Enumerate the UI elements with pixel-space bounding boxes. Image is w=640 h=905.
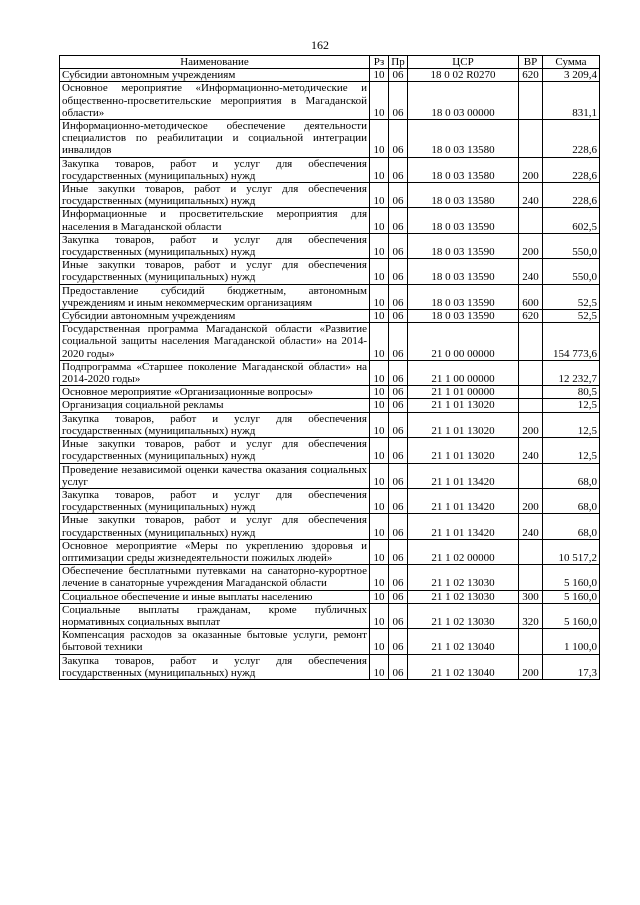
- cell-rz: 10: [370, 565, 389, 590]
- cell-name: Подпрограмма «Старшее поколение Магаданской области» на 2014-2020 годы»: [60, 360, 370, 385]
- column-header-name: Наименование: [60, 56, 370, 69]
- cell-vr: [519, 360, 543, 385]
- cell-pr: 06: [389, 514, 408, 539]
- cell-name: Основное мероприятие «Организационные вопросы»: [60, 386, 370, 399]
- table-row: [60, 438, 600, 463]
- cell-sum: 550,0: [543, 259, 600, 284]
- table-row: [60, 463, 600, 488]
- cell-pr: 06: [389, 603, 408, 628]
- cell-pr: 06: [389, 360, 408, 385]
- cell-csr: 18 0 02 R0270: [408, 69, 519, 82]
- column-header-sum: Сумма: [543, 56, 600, 69]
- cell-vr: [519, 539, 543, 564]
- cell-pr: 06: [389, 82, 408, 120]
- table-row: [60, 654, 600, 679]
- table-row: [60, 565, 600, 590]
- cell-name: Информационные и просветительские мероприятия для населения в Магаданской области: [60, 208, 370, 233]
- table-row: [60, 603, 600, 628]
- cell-name: Основное мероприятие «Меры по укреплению здоровья и оптимизации среды жизнедеятельности пожилых людей»: [60, 539, 370, 564]
- table-row: [60, 120, 600, 158]
- cell-sum: 10 517,2: [543, 539, 600, 564]
- cell-sum: 1 100,0: [543, 629, 600, 654]
- cell-csr: 21 1 02 00000: [408, 539, 519, 564]
- cell-pr: 06: [389, 120, 408, 158]
- cell-name: Закупка товаров, работ и услуг для обеспечения государственных (муниципальных) нужд: [60, 488, 370, 513]
- cell-csr: 21 0 00 00000: [408, 323, 519, 361]
- table-row: [60, 399, 600, 412]
- cell-sum: 3 209,4: [543, 69, 600, 82]
- cell-rz: 10: [370, 488, 389, 513]
- cell-name: Закупка товаров, работ и услуг для обеспечения государственных (муниципальных) нужд: [60, 157, 370, 182]
- cell-sum: 5 160,0: [543, 590, 600, 603]
- cell-rz: 10: [370, 310, 389, 323]
- table-row: [60, 208, 600, 233]
- cell-vr: 200: [519, 412, 543, 437]
- cell-name: Проведение независимой оценки качества оказания социальных услуг: [60, 463, 370, 488]
- cell-csr: 21 1 00 00000: [408, 360, 519, 385]
- cell-name: Иные закупки товаров, работ и услуг для обеспечения государственных (муниципальных) нужд: [60, 183, 370, 208]
- cell-sum: 602,5: [543, 208, 600, 233]
- cell-rz: 10: [370, 284, 389, 309]
- cell-pr: 06: [389, 208, 408, 233]
- table-row: [60, 284, 600, 309]
- cell-vr: 600: [519, 284, 543, 309]
- table-row: [60, 360, 600, 385]
- cell-sum: 550,0: [543, 233, 600, 258]
- cell-sum: 68,0: [543, 514, 600, 539]
- cell-rz: 10: [370, 386, 389, 399]
- cell-csr: 18 0 03 13590: [408, 208, 519, 233]
- cell-rz: 10: [370, 629, 389, 654]
- table-row: [60, 386, 600, 399]
- table-row: [60, 514, 600, 539]
- cell-pr: 06: [389, 629, 408, 654]
- cell-vr: 300: [519, 590, 543, 603]
- cell-sum: 80,5: [543, 386, 600, 399]
- cell-vr: 200: [519, 488, 543, 513]
- cell-name: Обеспечение бесплатными путевками на санаторно-курортное лечение в санаторные учреждения Магаданской области: [60, 565, 370, 590]
- table-row: [60, 590, 600, 603]
- cell-vr: 240: [519, 514, 543, 539]
- cell-name: Закупка товаров, работ и услуг для обеспечения государственных (муниципальных) нужд: [60, 233, 370, 258]
- cell-name: Социальные выплаты гражданам, кроме публичных нормативных социальных выплат: [60, 603, 370, 628]
- cell-name: Иные закупки товаров, работ и услуг для обеспечения государственных (муниципальных) нужд: [60, 514, 370, 539]
- cell-csr: 18 0 03 13590: [408, 259, 519, 284]
- cell-rz: 10: [370, 654, 389, 679]
- cell-rz: 10: [370, 233, 389, 258]
- cell-pr: 06: [389, 183, 408, 208]
- cell-pr: 06: [389, 654, 408, 679]
- cell-vr: 240: [519, 259, 543, 284]
- cell-sum: 154 773,6: [543, 323, 600, 361]
- column-header-vr: ВР: [519, 56, 543, 69]
- cell-vr: [519, 323, 543, 361]
- table-row: [60, 69, 600, 82]
- table-row: [60, 323, 600, 361]
- cell-pr: 06: [389, 565, 408, 590]
- cell-sum: 52,5: [543, 284, 600, 309]
- cell-rz: 10: [370, 82, 389, 120]
- cell-pr: 06: [389, 259, 408, 284]
- cell-name: Социальное обеспечение и иные выплаты населению: [60, 590, 370, 603]
- cell-rz: 10: [370, 590, 389, 603]
- cell-csr: 18 0 03 13590: [408, 233, 519, 258]
- cell-csr: 21 1 01 13420: [408, 463, 519, 488]
- cell-csr: 21 1 01 00000: [408, 386, 519, 399]
- cell-sum: 228,6: [543, 120, 600, 158]
- cell-vr: 320: [519, 603, 543, 628]
- table-row: [60, 629, 600, 654]
- cell-name: Государственная программа Магаданской области «Развитие социальной защиты населения Магаданской области» на 2014-2020 годы»: [60, 323, 370, 361]
- cell-name: Субсидии автономным учреждениям: [60, 310, 370, 323]
- cell-csr: 21 1 01 13420: [408, 514, 519, 539]
- cell-name: Закупка товаров, работ и услуг для обеспечения государственных (муниципальных) нужд: [60, 654, 370, 679]
- table-row: [60, 412, 600, 437]
- cell-vr: [519, 463, 543, 488]
- cell-rz: 10: [370, 323, 389, 361]
- cell-pr: 06: [389, 399, 408, 412]
- cell-rz: 10: [370, 463, 389, 488]
- cell-rz: 10: [370, 157, 389, 182]
- cell-vr: [519, 386, 543, 399]
- cell-rz: 10: [370, 360, 389, 385]
- cell-rz: 10: [370, 69, 389, 82]
- cell-vr: [519, 82, 543, 120]
- cell-csr: 21 1 02 13030: [408, 603, 519, 628]
- cell-csr: 18 0 03 13590: [408, 310, 519, 323]
- cell-sum: 12,5: [543, 412, 600, 437]
- table-body: [60, 69, 600, 680]
- cell-pr: 06: [389, 539, 408, 564]
- cell-sum: 68,0: [543, 463, 600, 488]
- cell-name: Организация социальной рекламы: [60, 399, 370, 412]
- cell-csr: 18 0 03 13580: [408, 157, 519, 182]
- cell-name: Иные закупки товаров, работ и услуг для обеспечения государственных (муниципальных) нужд: [60, 438, 370, 463]
- table-row: [60, 488, 600, 513]
- cell-vr: [519, 120, 543, 158]
- cell-rz: 10: [370, 259, 389, 284]
- cell-name: Субсидии автономным учреждениям: [60, 69, 370, 82]
- cell-sum: 831,1: [543, 82, 600, 120]
- cell-csr: 18 0 03 00000: [408, 82, 519, 120]
- cell-pr: 06: [389, 323, 408, 361]
- cell-vr: [519, 399, 543, 412]
- cell-csr: 21 1 01 13020: [408, 399, 519, 412]
- cell-pr: 06: [389, 463, 408, 488]
- cell-pr: 06: [389, 157, 408, 182]
- cell-vr: [519, 208, 543, 233]
- cell-name: Закупка товаров, работ и услуг для обеспечения государственных (муниципальных) нужд: [60, 412, 370, 437]
- cell-csr: 18 0 03 13590: [408, 284, 519, 309]
- cell-vr: 200: [519, 157, 543, 182]
- cell-sum: 5 160,0: [543, 565, 600, 590]
- cell-pr: 06: [389, 590, 408, 603]
- cell-sum: 12,5: [543, 399, 600, 412]
- cell-sum: 52,5: [543, 310, 600, 323]
- table-row: [60, 82, 600, 120]
- cell-sum: 228,6: [543, 157, 600, 182]
- cell-pr: 06: [389, 488, 408, 513]
- column-header-rz: Рз: [370, 56, 389, 69]
- table-row: [60, 233, 600, 258]
- cell-vr: [519, 565, 543, 590]
- cell-name: Основное мероприятие «Информационно-методические и общественно-просветительские мероприятия в Магаданской области»: [60, 82, 370, 120]
- cell-rz: 10: [370, 208, 389, 233]
- cell-sum: 12 232,7: [543, 360, 600, 385]
- cell-name: Предоставление субсидий бюджетным, автономным учреждениям и иным некоммерческим организациям: [60, 284, 370, 309]
- cell-rz: 10: [370, 438, 389, 463]
- cell-rz: 10: [370, 603, 389, 628]
- table-header-row: [60, 56, 600, 69]
- cell-rz: 10: [370, 399, 389, 412]
- cell-csr: 21 1 02 13040: [408, 654, 519, 679]
- table-row: [60, 310, 600, 323]
- cell-csr: 21 1 02 13030: [408, 590, 519, 603]
- cell-sum: 5 160,0: [543, 603, 600, 628]
- cell-csr: 21 1 01 13020: [408, 438, 519, 463]
- column-header-csr: ЦСР: [408, 56, 519, 69]
- budget-table: [59, 55, 600, 680]
- column-header-pr: Пр: [389, 56, 408, 69]
- cell-vr: 200: [519, 654, 543, 679]
- cell-pr: 06: [389, 69, 408, 82]
- cell-csr: 21 1 02 13030: [408, 565, 519, 590]
- cell-vr: 200: [519, 233, 543, 258]
- cell-rz: 10: [370, 120, 389, 158]
- cell-csr: 18 0 03 13580: [408, 120, 519, 158]
- cell-csr: 21 1 02 13040: [408, 629, 519, 654]
- cell-vr: 620: [519, 69, 543, 82]
- cell-vr: 620: [519, 310, 543, 323]
- cell-sum: 228,6: [543, 183, 600, 208]
- page-number: 162: [311, 38, 329, 52]
- cell-sum: 12,5: [543, 438, 600, 463]
- table-row: [60, 539, 600, 564]
- cell-pr: 06: [389, 438, 408, 463]
- cell-rz: 10: [370, 539, 389, 564]
- cell-rz: 10: [370, 183, 389, 208]
- cell-pr: 06: [389, 284, 408, 309]
- cell-vr: 240: [519, 183, 543, 208]
- cell-name: Компенсация расходов за оказанные бытовые услуги, ремонт бытовой техники: [60, 629, 370, 654]
- cell-pr: 06: [389, 233, 408, 258]
- cell-rz: 10: [370, 412, 389, 437]
- cell-name: Информационно-методическое обеспечение деятельности специалистов по реабилитации и социальной интеграции инвалидов: [60, 120, 370, 158]
- table-row: [60, 157, 600, 182]
- cell-pr: 06: [389, 412, 408, 437]
- cell-csr: 21 1 01 13020: [408, 412, 519, 437]
- table-row: [60, 259, 600, 284]
- cell-csr: 21 1 01 13420: [408, 488, 519, 513]
- cell-name: Иные закупки товаров, работ и услуг для обеспечения государственных (муниципальных) нужд: [60, 259, 370, 284]
- table-row: [60, 183, 600, 208]
- cell-sum: 17,3: [543, 654, 600, 679]
- cell-vr: 240: [519, 438, 543, 463]
- cell-pr: 06: [389, 310, 408, 323]
- cell-pr: 06: [389, 386, 408, 399]
- cell-vr: [519, 629, 543, 654]
- cell-csr: 18 0 03 13580: [408, 183, 519, 208]
- cell-sum: 68,0: [543, 488, 600, 513]
- cell-rz: 10: [370, 514, 389, 539]
